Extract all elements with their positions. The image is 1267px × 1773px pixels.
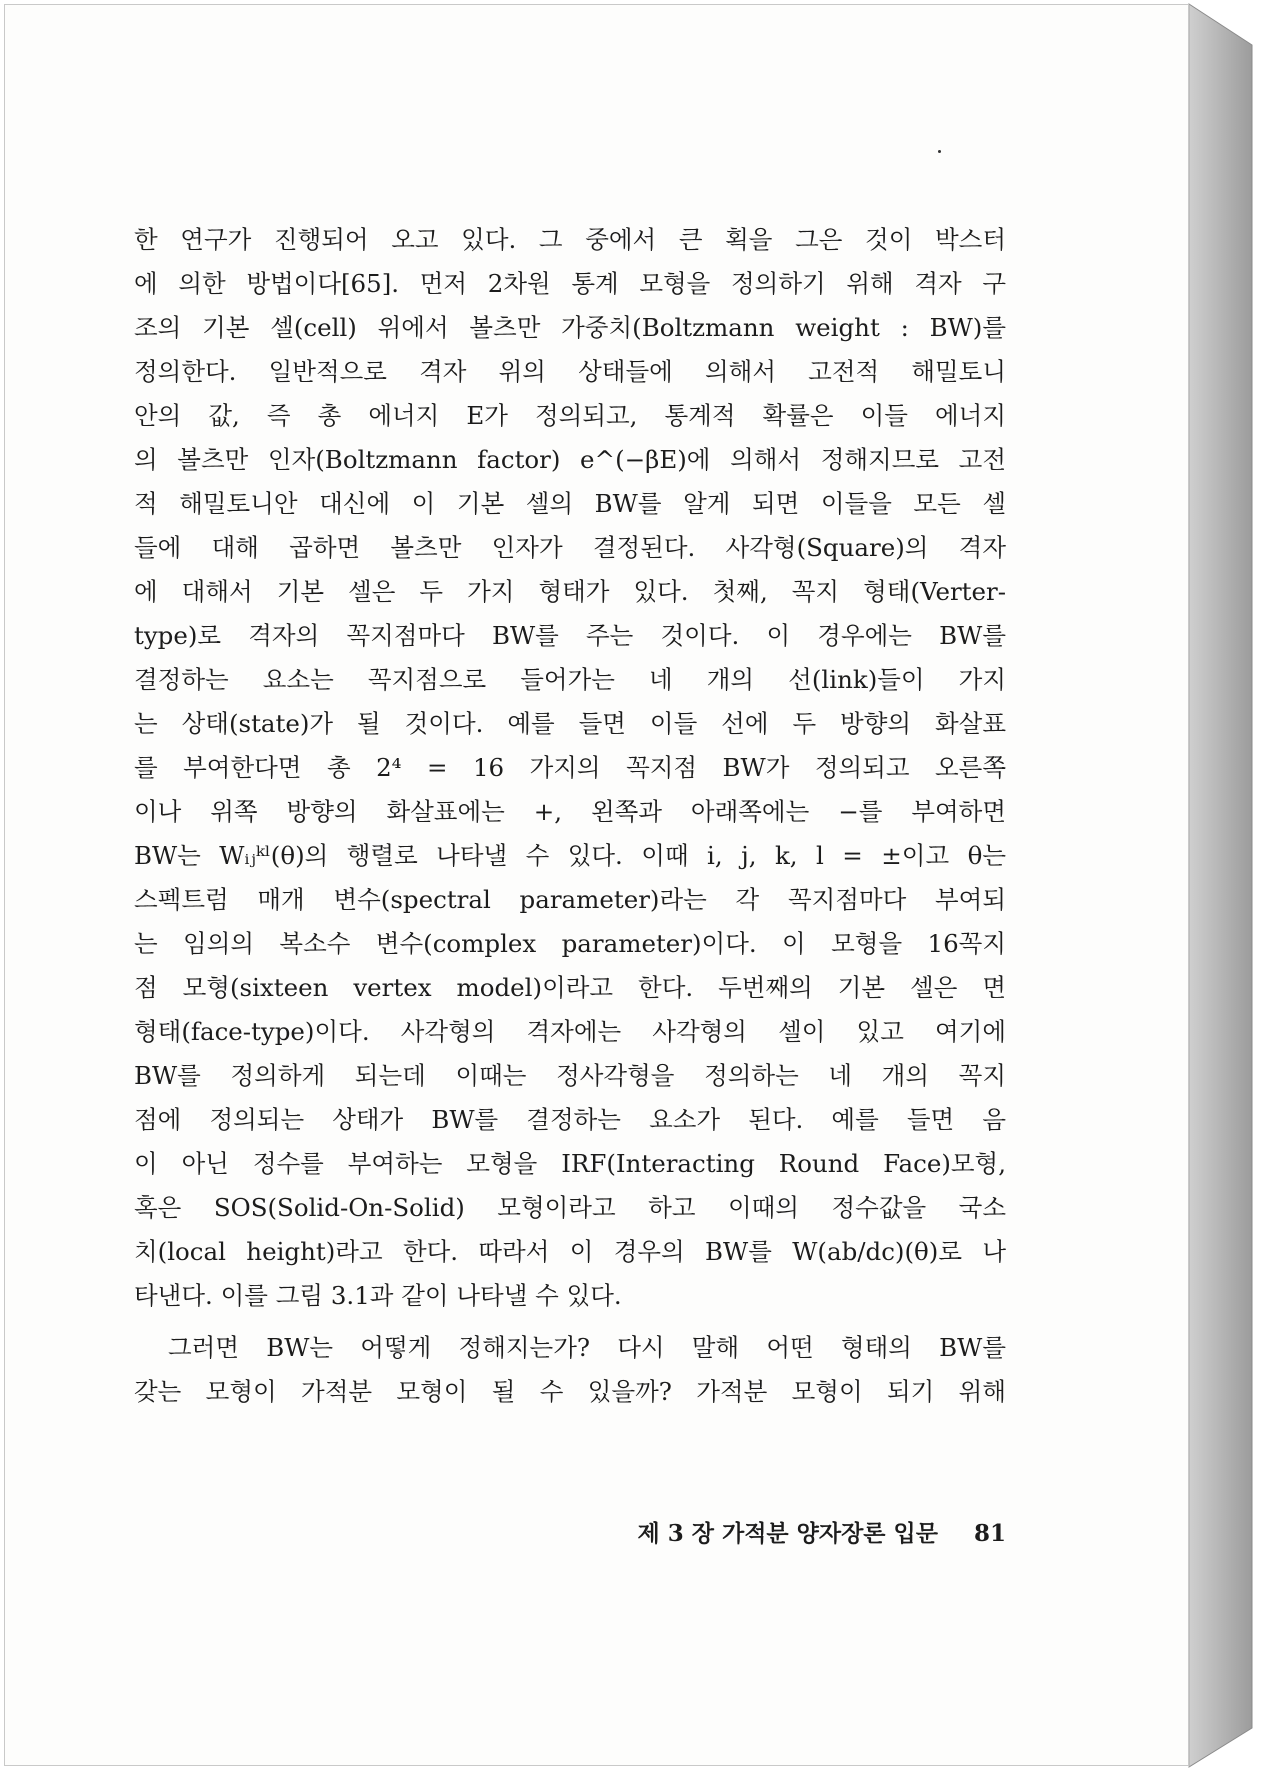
text-line: 형태(face-type)이다. 사각형의 격자에는 사각형의 셀이 있고 여기에 <box>134 1017 1006 1046</box>
text-line: 치(local height)라고 한다. 따라서 이 경우의 BW를 W(ab/dc)(θ)로 나 <box>134 1237 1006 1266</box>
text-line: 의 볼츠만 인자(Boltzmann factor) e^(−βE)에 의해서 정해지므로 고전 <box>134 445 1006 474</box>
text-line: 들에 대해 곱하면 볼츠만 인자가 결정된다. 사각형(Square)의 격자 <box>134 533 1006 562</box>
text-line: 그러면 BW는 어떻게 정해지는가? 다시 말해 어떤 형태의 BW를 <box>168 1333 1006 1362</box>
text-line: 타낸다. 이를 그림 3.1과 같이 나타낼 수 있다. <box>134 1281 622 1310</box>
text-line: 안의 값, 즉 총 에너지 E가 정의되고, 통계적 확률은 이들 에너지 <box>134 401 1006 430</box>
stray-dot <box>938 150 941 153</box>
text-line: 점에 정의되는 상태가 BW를 결정하는 요소가 된다. 예를 들면 음 <box>134 1105 1006 1134</box>
text-line: 적 해밀토니안 대신에 이 기본 셀의 BW를 알게 되면 이들을 모든 셀 <box>134 489 1006 518</box>
text-line: 이 아닌 정수를 부여하는 모형을 IRF(Interacting Round Face)모형, <box>134 1149 1006 1178</box>
page-footer <box>606 1515 1006 1548</box>
text-line: 조의 기본 셀(cell) 위에서 볼츠만 가중치(Boltzmann weight : BW)를 <box>134 313 1006 342</box>
text-line: 결정하는 요소는 꼭지점으로 들어가는 네 개의 선(link)들이 가지 <box>134 665 1006 694</box>
text-line: 는 상태(state)가 될 것이다. 예를 들면 이들 선에 두 방향의 화살표 <box>134 709 1006 738</box>
text-line: type)로 격자의 꼭지점마다 BW를 주는 것이다. 이 경우에는 BW를 <box>134 621 1006 650</box>
text-line: 이나 위쪽 방향의 화살표에는 +, 왼쪽과 아래쪽에는 −를 부여하면 <box>134 797 1006 826</box>
paragraph-2 <box>134 1326 1006 1414</box>
text-line: 는 임의의 복소수 변수(complex parameter)이다. 이 모형을 16꼭지 <box>134 929 1006 958</box>
text-line: 한 연구가 진행되어 오고 있다. 그 중에서 큰 획을 그은 것이 박스터 <box>134 225 1006 254</box>
text-line: 혹은 SOS(Solid-On-Solid) 모형이라고 하고 이때의 정수값을 국소 <box>134 1193 1006 1222</box>
text-line: 에 의한 방법이다[65]. 먼저 2차원 통계 모형을 정의하기 위해 격자 구 <box>134 269 1006 298</box>
text-line: 점 모형(sixteen vertex model)이라고 한다. 두번째의 기본 셀은 면 <box>134 973 1006 1002</box>
chapter-title: 제 3 장 가적분 양자장론 입문 <box>637 1520 938 1547</box>
text-line: 갖는 모형이 가적분 모형이 될 수 있을까? 가적분 모형이 되기 위해 <box>134 1377 1006 1406</box>
text-line: 에 대해서 기본 셀은 두 가지 형태가 있다. 첫째, 꼭지 형태(Verter- <box>134 577 1006 606</box>
text-line: 정의한다. 일반적으로 격자 위의 상태들에 의해서 고전적 해밀토니 <box>134 357 1006 386</box>
text-line: BW를 정의하게 되는데 이때는 정사각형을 정의하는 네 개의 꼭지 <box>134 1061 1006 1090</box>
text-line: 를 부여한다면 총 2⁴ = 16 가지의 꼭지점 BW가 정의되고 오른쪽 <box>134 753 1006 782</box>
body-text <box>134 218 1006 1414</box>
text-line: BW는 Wᵢⱼᵏˡ(θ)의 행렬로 나타낼 수 있다. 이때 i, j, k, l = ±이고 θ는 <box>134 841 1006 870</box>
paragraph-1 <box>134 218 1006 1318</box>
text-line: 스펙트럼 매개 변수(spectral parameter)라는 각 꼭지점마다 부여되 <box>134 885 1006 914</box>
page-number: 81 <box>973 1520 1006 1547</box>
